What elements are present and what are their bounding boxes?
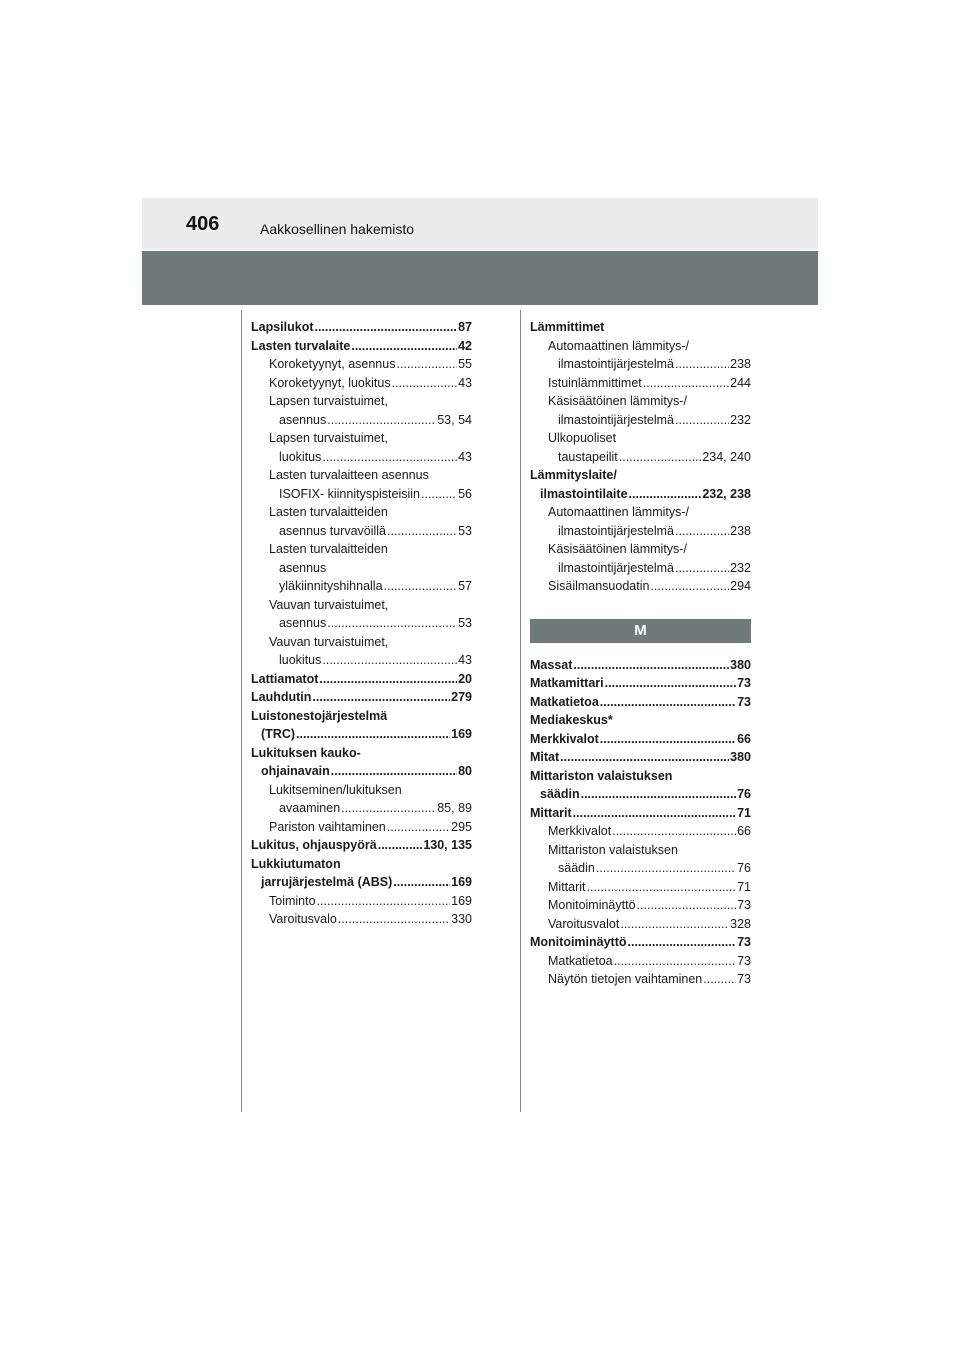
index-heading: Luistonestojärjestelmä [251, 708, 388, 723]
index-entry-page: 238 [730, 357, 751, 371]
index-entry-label: Matkatietoa [530, 694, 599, 709]
index-entry-label: Pariston vaihtaminen [269, 819, 386, 834]
index-entry-page: 76 [737, 787, 751, 801]
index-entry-page: 169 [451, 893, 472, 908]
index-entry-page: 73 [737, 935, 751, 949]
index-entry-label: ilmastointijärjestelmä [558, 412, 675, 427]
index-entry [251, 337, 472, 356]
index-entry-label: Varoitusvalot [548, 916, 620, 931]
index-entry-page: 66 [737, 824, 751, 838]
index-entry-page: 66 [737, 731, 751, 746]
index-entry-label: ISOFIX- kiinnityspisteisiin [279, 486, 421, 501]
index-entry [251, 910, 472, 929]
index-heading: Lapsen turvaistuimet, [269, 431, 388, 445]
index-entry-page: 85, 89 [437, 801, 472, 815]
dot-leader [629, 485, 702, 504]
dot-leader [387, 522, 457, 541]
index-entry-label: ilmastointilaite [540, 486, 628, 501]
index-heading: Ulkopuoliset [548, 431, 617, 445]
index-entry [530, 730, 751, 749]
index-heading: Lukitseminen/lukituksen [269, 782, 402, 797]
index-entry-page: 43 [458, 449, 472, 464]
index-heading: asennus [279, 560, 327, 575]
dot-leader [605, 674, 736, 693]
index-entry [251, 374, 472, 393]
index-entry [530, 485, 751, 504]
index-heading: Vauvan turvaistuimet, [269, 597, 389, 612]
index-entry [251, 614, 472, 633]
index-heading: Käsisäätöinen lämmitys-/ [548, 542, 687, 556]
index-entry-page: 279 [451, 690, 472, 704]
index-entry-page: 294 [730, 579, 751, 593]
index-entry [530, 577, 751, 596]
index-entry [530, 674, 751, 693]
index-entry [251, 873, 472, 892]
dot-leader [338, 910, 450, 929]
dot-leader [396, 355, 457, 374]
index-entry-page: 73 [737, 694, 751, 709]
index-entry-label: Monitoiminäyttö [530, 935, 627, 949]
dot-leader [341, 799, 436, 818]
index-heading: Lasten turvalaitteiden [269, 505, 388, 519]
dot-leader [675, 522, 729, 541]
index-heading: Lapsen turvaistuimet, [269, 394, 388, 408]
dot-leader [675, 411, 729, 430]
index-entry-page: 57 [458, 579, 472, 593]
index-heading: Lasten turvalaitteen asennus [269, 468, 429, 482]
index-entry-label: Lapsilukot [251, 320, 314, 334]
index-entry-label: (TRC) [261, 727, 296, 741]
index-heading: Automaattinen lämmitys-/ [548, 505, 690, 519]
index-entry-label: Matkatietoa [548, 953, 613, 968]
index-entry-page: 73 [737, 972, 751, 986]
dot-leader [573, 656, 729, 675]
index-entry-label: säädin [540, 787, 580, 801]
index-entry-label: Mittarit [530, 805, 572, 820]
index-entry [530, 559, 751, 578]
index-entry [530, 952, 751, 971]
dot-leader [675, 559, 729, 578]
index-entry [251, 485, 472, 504]
index-entry-page: 232 [730, 412, 751, 427]
dot-leader [637, 896, 737, 915]
dot-leader [612, 822, 736, 841]
index-entry [530, 859, 751, 878]
index-entry-label: asennus [279, 412, 327, 427]
dot-leader [322, 651, 457, 670]
index-entry-page: 73 [737, 953, 751, 968]
index-heading: Lasten turvalaitteiden [269, 542, 388, 556]
dot-leader [296, 725, 450, 744]
index-entry-label: Lauhdutin [251, 690, 312, 704]
index-heading: Automaattinen lämmitys-/ [548, 338, 690, 353]
index-entry-label: ilmastointijärjestelmä [558, 523, 675, 538]
index-entry-label: Lukitus, ohjauspyörä [251, 838, 377, 852]
index-entry-label: asennus [279, 616, 327, 630]
index-entry [530, 896, 751, 915]
index-entry-label: Sisäilmansuodatin [548, 579, 650, 593]
index-entry-label: Istuinlämmittimet [548, 375, 642, 390]
dot-leader [587, 878, 737, 897]
index-entry [530, 748, 751, 767]
index-entry-page: 43 [458, 653, 472, 667]
index-entry-label: Massat [530, 657, 573, 672]
index-entry-page: 130, 135 [423, 838, 472, 852]
index-entry [530, 656, 751, 675]
dot-leader [619, 448, 702, 467]
index-entry-page: 330 [451, 912, 472, 926]
dot-leader [327, 411, 436, 430]
index-entry-label: Matkamittari [530, 676, 604, 690]
index-entry [530, 522, 751, 541]
index-entry [251, 411, 472, 430]
index-entry [251, 651, 472, 670]
index-entry-page: 53, 54 [437, 412, 472, 427]
index-entry-label: Toiminto [269, 893, 316, 908]
index-entry-page: 380 [730, 657, 751, 672]
index-entry-label: Monitoiminäyttö [548, 898, 636, 912]
index-entry-page: 73 [737, 676, 751, 690]
index-entry-label: taustapeilit [558, 449, 618, 464]
index-entry [251, 670, 472, 689]
index-heading: Mittariston valaistuksen [548, 842, 678, 857]
index-entry-page: 232, 238 [702, 486, 751, 501]
index-entry-page: 295 [451, 819, 472, 834]
index-entry [530, 804, 751, 823]
index-entry-label: säädin [558, 861, 595, 875]
index-entry [530, 878, 751, 897]
index-entry [251, 892, 472, 911]
index-entry [530, 915, 751, 934]
index-entry-label: Mittarit [548, 879, 586, 894]
index-entry-label: Koroketyynyt, asennus [269, 357, 396, 371]
index-entry-label: yläkiinnityshihnalla [279, 579, 383, 593]
index-entry-label: ilmastointijärjestelmä [558, 560, 675, 575]
header-divider-bar [142, 251, 818, 305]
index-entry [251, 836, 472, 855]
index-entry-page: 80 [458, 764, 472, 778]
index-entry [530, 970, 751, 989]
dot-leader [620, 915, 729, 934]
index-entry [530, 693, 751, 712]
index-entry [530, 448, 751, 467]
dot-leader [573, 804, 736, 823]
index-entry-label: Varoitusvalo [269, 912, 337, 926]
index-entry [530, 822, 751, 841]
index-heading: Lukkiutumaton [251, 856, 341, 871]
dot-leader [596, 859, 736, 878]
page-title: Aakkosellinen hakemisto [260, 221, 415, 237]
dot-leader [421, 485, 457, 504]
index-entry-page: 56 [458, 486, 472, 501]
index-entry-label: Lasten turvalaite [251, 338, 351, 353]
dot-leader [378, 836, 423, 855]
index-entry [251, 725, 472, 744]
index-entry-label: ilmastointijärjestelmä [558, 357, 675, 371]
dot-leader [560, 748, 729, 767]
index-entry-label: asennus turvavöillä [279, 523, 387, 538]
index-entry [251, 448, 472, 467]
index-entry [251, 688, 472, 707]
dot-leader [614, 952, 736, 971]
index-entry [251, 818, 472, 837]
index-entry-page: 87 [458, 320, 472, 334]
index-entry [251, 577, 472, 596]
index-entry-page: 71 [737, 805, 751, 820]
index-entry-page: 234, 240 [702, 449, 751, 464]
dot-leader [581, 785, 736, 804]
index-entry [251, 318, 472, 337]
dot-leader [351, 337, 457, 356]
dot-leader [315, 318, 458, 337]
index-entry-label: Merkkivalot [530, 731, 599, 746]
index-entry-label: avaaminen [279, 801, 341, 815]
index-entry-page: 238 [730, 523, 751, 538]
index-heading: Mittariston valaistuksen [530, 768, 673, 783]
index-entry-label: jarrujärjestelmä (ABS) [261, 875, 393, 889]
dot-leader [393, 873, 450, 892]
dot-leader [392, 374, 458, 393]
dot-leader [312, 688, 450, 707]
index-entry [251, 762, 472, 781]
index-heading: Mediakeskus* [530, 713, 613, 727]
index-entry-label: luokitus [279, 449, 322, 464]
index-entry-page: 43 [458, 375, 472, 390]
index-entry-page: 71 [737, 879, 751, 894]
column-rule-middle [520, 310, 521, 1112]
index-entry [530, 411, 751, 430]
index-column-right [530, 318, 751, 989]
index-entry-page: 42 [458, 338, 472, 353]
dot-leader [643, 374, 729, 393]
index-entry-label: Lattiamatot [251, 671, 319, 686]
index-entry-page: 244 [730, 375, 751, 390]
index-entry [530, 785, 751, 804]
dot-leader [628, 933, 737, 952]
index-entry-page: 73 [737, 898, 751, 912]
index-entry-page: 76 [737, 861, 751, 875]
dot-leader [331, 762, 457, 781]
section-header-letter: M [530, 619, 751, 643]
dot-leader [319, 670, 457, 689]
index-heading: Lukituksen kauko- [251, 745, 361, 760]
index-entry-label: Koroketyynyt, luokitus [269, 375, 391, 390]
index-entry-page: 380 [730, 750, 751, 764]
index-entry-page: 232 [730, 560, 751, 575]
header-band [142, 198, 818, 250]
dot-leader [384, 577, 458, 596]
index-entry-label: ohjainavain [261, 764, 330, 778]
index-heading: Lämmityslaite/ [530, 468, 617, 482]
index-entry-page: 328 [730, 916, 751, 931]
dot-leader [650, 577, 729, 596]
dot-leader [600, 730, 736, 749]
index-heading: Vauvan turvaistuimet, [269, 634, 389, 649]
index-entry-page: 169 [451, 875, 472, 889]
column-rule-left [241, 310, 242, 1112]
dot-leader [322, 448, 457, 467]
index-column-left [251, 318, 472, 929]
section-gap [530, 596, 751, 611]
index-entry [251, 355, 472, 374]
index-entry-label: luokitus [279, 653, 322, 667]
index-entry-page: 20 [458, 671, 472, 686]
index-entry-page: 53 [458, 616, 472, 630]
index-entry-label: Merkkivalot [548, 824, 612, 838]
index-entry [251, 522, 472, 541]
index-entry [251, 799, 472, 818]
index-entry [530, 374, 751, 393]
index-entry [530, 355, 751, 374]
index-entry-page: 55 [458, 357, 472, 371]
index-entry-label: Näytön tietojen vaihtaminen [548, 972, 703, 986]
dot-leader [600, 693, 736, 712]
index-entry-page: 53 [458, 523, 472, 538]
dot-leader [327, 614, 457, 633]
index-entry-page: 169 [451, 727, 472, 741]
index-entry [530, 933, 751, 952]
page-number: 406 [186, 213, 220, 235]
dot-leader [317, 892, 451, 911]
dot-leader [675, 355, 729, 374]
dot-leader [703, 970, 736, 989]
index-heading: Käsisäätöinen lämmitys-/ [548, 394, 687, 408]
index-heading: Lämmittimet [530, 320, 605, 334]
index-entry-label: Mitat [530, 750, 560, 764]
dot-leader [387, 818, 450, 837]
